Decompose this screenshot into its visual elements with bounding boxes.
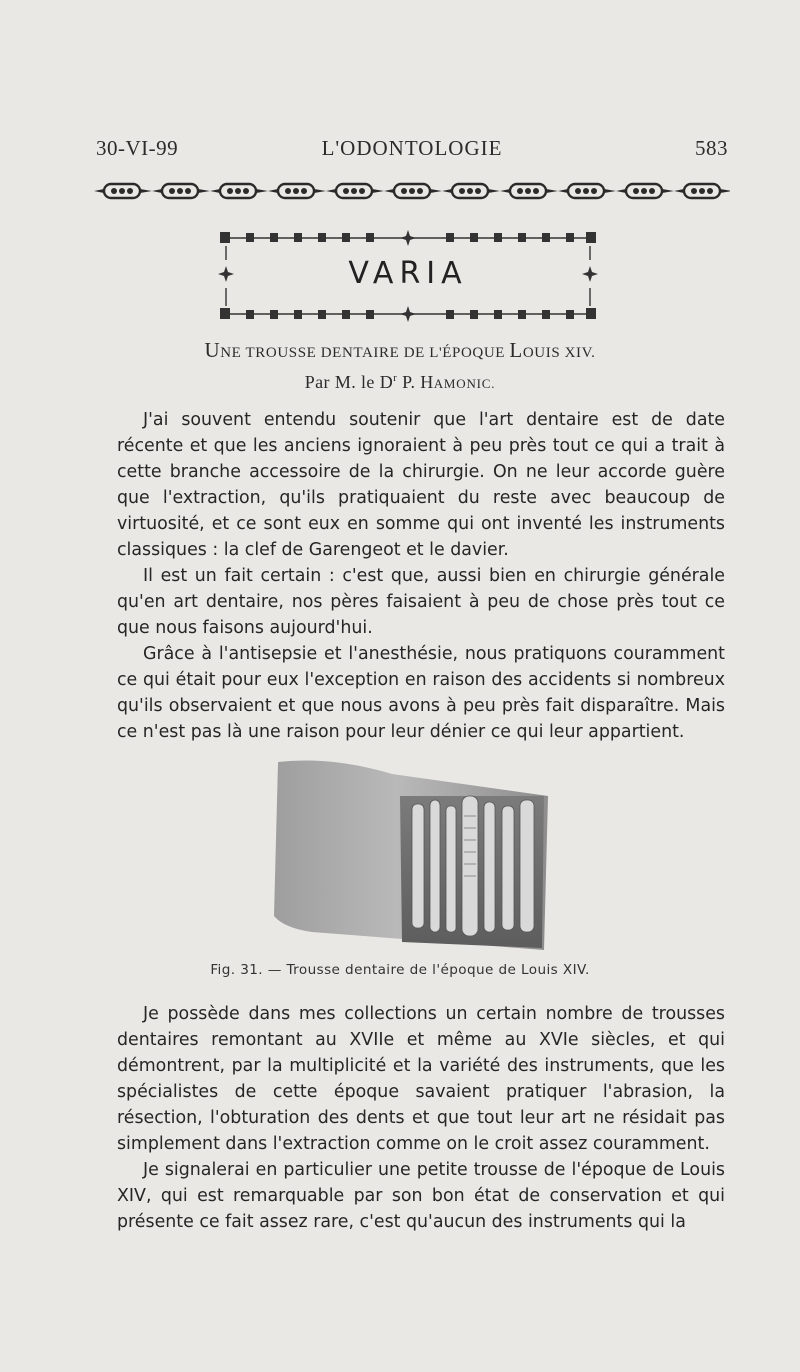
page-number: 583 [695, 136, 728, 160]
figure-caption: Fig. 31. — Trousse dentaire de l'époque de Louis XIV. [210, 962, 590, 978]
body-text-bottom [117, 1001, 725, 1235]
running-head [96, 136, 728, 166]
figure-dental-kit-photo [272, 756, 552, 952]
article-author: Par M. le $D^r$ P. HAMONIC. [304, 372, 496, 392]
paragraph: J'ai souvent entendu soutenir que l'art dentaire est de date récente et que les anciens ignoraient à peu près tout ce qui a trait à cette branche accessoire de la chirurgie. On ne leur accorde guère que l'extraction, qu'ils pratiquaient du reste avec beaucoup de virtuosité, et ce sont eux en somme qui ont inventé les instruments classiques : la clef de Garengeot et le davier. [117, 410, 725, 560]
issue-date: 30-VI-99 [96, 136, 179, 160]
body-text-top [117, 407, 725, 745]
section-title: VARIA [348, 256, 468, 291]
paragraph: Je possède dans mes collections un certain nombre de trousses dentaires remontant au XVIIe et même au XVIe siècles, et qui démontrent, par la multiplicité et la variété des instruments, que les spécialistes de cette époque savaient pratiquer l'abrasion, la résection, l'obturation des dents et que tout leur art ne résidait pas simplement dans l'extraction comme on le croit assez couramment. [117, 1004, 725, 1154]
journal-title: L'ODONTOLOGIE [321, 136, 503, 160]
dental-kit-image [272, 756, 552, 952]
paragraph: Je signalerai en particulier une petite trousse de l'époque de Louis XIV, qui est remarquable par son bon état de conservation et qui présente ce fait assez rare, c'est qu'aucun des instruments qui la [117, 1160, 725, 1232]
title-end: OUIS XIV. [522, 345, 596, 361]
paragraph: Il est un fait certain : c'est que, aussi bien en chirurgie générale qu'en art dentaire, nos pères faisaient à peu de chose près tout ce que nous faisons aujourd'hui. [117, 566, 725, 638]
paragraph: Grâce à l'antisepsie et l'anesthésie, nous pratiquons couramment ce qui était pour eux l'exception en raison des accidents si nombreux qu'ils observaient et que nous avons à peu près fait disparaître. Mais ce n'est pas là une raison pour leur dénier ce qui leur appartient. [117, 644, 725, 742]
section-heading-frame [218, 226, 598, 326]
decorative-border-icon [94, 180, 730, 202]
article-title: UNE TROUSSE DENTAIRE DE L'ÉPOQUE LOUIS XIV. [204, 338, 596, 362]
ornament-band [94, 180, 730, 202]
